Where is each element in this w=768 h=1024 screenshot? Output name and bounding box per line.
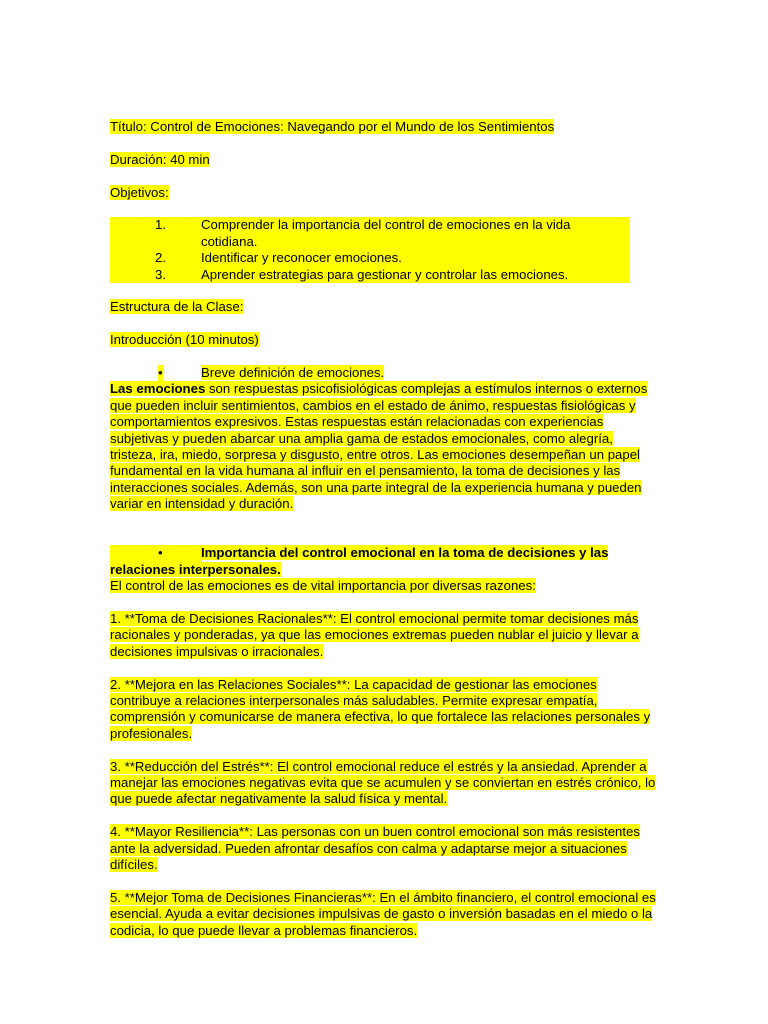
bullet-text: Breve definición de emociones. [201,365,385,380]
objectives-heading: Objetivos: [110,184,169,200]
control-intro: El control de las emociones es de vital importancia por diversas razones: [110,578,536,594]
bullet-icon: • [158,545,163,561]
reason-paragraph: 5. **Mejor Toma de Decisiones Financieras**: En el ámbito financiero, el control emocional es esencial. Ayuda a evitar decisiones impulsivas de gasto o inversión basadas en el miedo o la codicia, lo que puede llevar a problemas financieros. [110,889,656,938]
document-body [110,119,660,939]
objective-number: 3. [155,266,166,282]
objective-item [110,267,630,283]
reason-paragraph: 1. **Toma de Decisiones Racionales**: El control emocional permite tomar decisiones más racionales y ponderadas, ya que las emociones extremas pueden nublar el juicio y llevar a decisiones impulsivas o irracionales. [110,611,639,659]
emotions-definition: son respuestas psicofisiológicas complejas a estímulos internos o externos que pueden incluir sentimientos, cambios en el estado de ánimo, respuestas fisiológicas y comportamientos expresivos. Estas respuestas están relacionadas con experiencias subjetivas y pueden abarcar una amplia gama de estados emocionales, como alegría, tristeza, ira, miedo, sorpresa y disgusto, entre otros. Las emociones desempeñan un papel fundamental en la vida humana al influir en el pensamiento, la toma de decisiones y las interacciones sociales. Además, son una parte integral de la experiencia humana y pueden variar en intensidad y duración. [110,381,648,512]
title-line: Título: Control de Emociones: Navegando por el Mundo de los Sentimientos [110,119,555,134]
emotions-term: Las emociones [110,381,206,397]
objective-text: Identificar y reconocer emociones. [201,250,402,266]
reason-paragraph: 3. **Reducción del Estrés**: El control emocional reduce el estrés y la ansiedad. Aprender a manejar las emociones negativas evita que se acumulen y se conviertan en estrés crónico, lo que puede afectar negativamente la salud física y mental. [110,758,656,807]
bullet-icon: • [158,365,163,380]
objectives-list [110,217,630,283]
reason-paragraph: 4. **Mayor Resiliencia**: Las personas con un buen control emocional son más resistentes ante la adversidad. Pueden afrontar desafíos con calma y adaptarse mejor a situaciones difíciles. [110,824,640,873]
intro-heading: Introducción (10 minutos) [110,332,259,348]
objective-item [110,217,630,250]
objective-text: Aprender estrategias para gestionar y controlar las emociones. [201,266,569,282]
structure-heading: Estructura de la Clase: [110,299,244,315]
reason-paragraph: 2. **Mejora en las Relaciones Sociales**: La capacidad de gestionar las emociones contribuye a relaciones interpersonales más saludables. Permite expresar empatía, comprensión y comunicarse de manera efectiva, lo que fortalece las relaciones personales y profesionales. [110,676,651,741]
duration-line: Duración: 40 min [110,151,210,167]
importance-heading: Importancia del control emocional en la toma de decisiones y las relaciones interpersonales. [110,545,609,577]
bullet-item-importance [110,545,660,578]
bullet-item [110,365,660,381]
objective-text: Comprender la importancia del control de emociones en la vida cotidiana. [201,217,571,249]
objective-item [110,250,630,266]
emotions-paragraph [110,381,660,512]
objective-number: 2. [155,250,166,266]
objective-number: 1. [155,217,166,233]
